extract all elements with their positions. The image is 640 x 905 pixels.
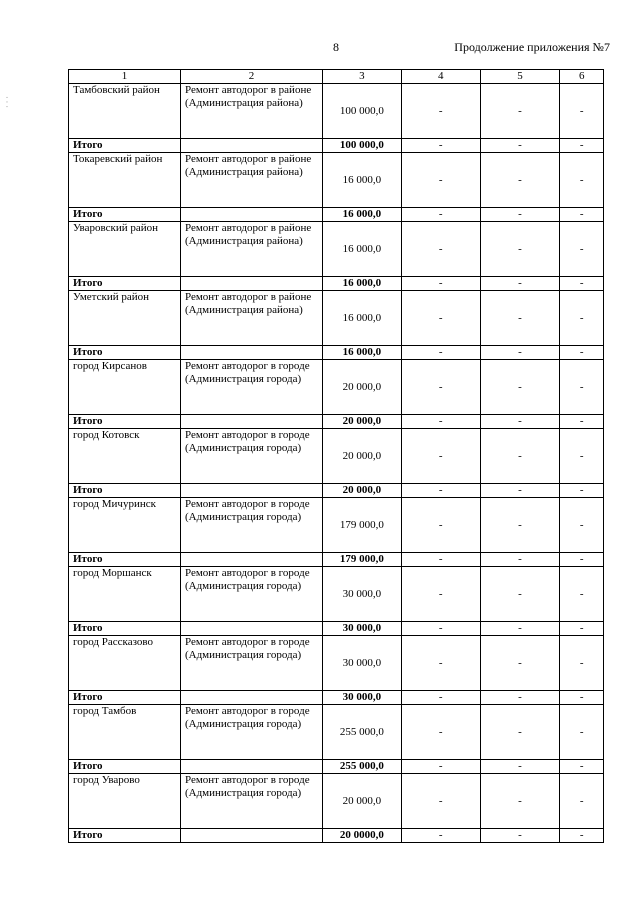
dash-cell: -	[401, 553, 480, 567]
dash-cell: -	[480, 498, 560, 553]
region-cell: Уваровский район	[69, 222, 181, 277]
dash-cell: -	[401, 567, 480, 622]
dash-cell: -	[401, 498, 480, 553]
dash-cell: -	[560, 636, 604, 691]
dash-cell: -	[560, 498, 604, 553]
dash-cell: -	[560, 153, 604, 208]
dash-cell: -	[480, 153, 560, 208]
dash-cell: -	[401, 622, 480, 636]
purpose-cell: Ремонт автодорог в городе (Администрация города)	[180, 705, 322, 760]
empty-cell	[180, 760, 322, 774]
total-row	[69, 622, 604, 636]
dash-cell: -	[401, 415, 480, 429]
dash-cell: -	[401, 277, 480, 291]
dash-cell: -	[480, 691, 560, 705]
dash-cell: -	[401, 774, 480, 829]
dash-cell: -	[401, 84, 480, 139]
dash-cell: -	[480, 139, 560, 153]
total-label: Итого	[69, 139, 181, 153]
column-number: 3	[323, 70, 402, 84]
total-row	[69, 346, 604, 360]
column-number: 2	[180, 70, 322, 84]
dash-cell: -	[401, 139, 480, 153]
table-row	[69, 774, 604, 829]
amount-cell: 100 000,0	[323, 84, 402, 139]
dash-cell: -	[480, 291, 560, 346]
total-label: Итого	[69, 415, 181, 429]
amount-cell: 30 000,0	[323, 636, 402, 691]
purpose-cell: Ремонт автодорог в районе (Администрация района)	[180, 84, 322, 139]
purpose-cell: Ремонт автодорог в городе (Администрация города)	[180, 429, 322, 484]
total-amount: 16 000,0	[323, 346, 402, 360]
total-row	[69, 484, 604, 498]
region-cell: город Тамбов	[69, 705, 181, 760]
region-cell: Токаревский район	[69, 153, 181, 208]
total-row	[69, 553, 604, 567]
amount-cell: 179 000,0	[323, 498, 402, 553]
dash-cell: -	[401, 153, 480, 208]
dash-cell: -	[401, 208, 480, 222]
dash-cell: -	[560, 222, 604, 277]
total-label: Итого	[69, 622, 181, 636]
amount-cell: 16 000,0	[323, 222, 402, 277]
dash-cell: -	[480, 84, 560, 139]
dash-cell: -	[560, 277, 604, 291]
total-amount: 100 000,0	[323, 139, 402, 153]
table-row	[69, 153, 604, 208]
total-label: Итого	[69, 277, 181, 291]
dash-cell: -	[560, 567, 604, 622]
table-row	[69, 498, 604, 553]
dash-cell: -	[560, 291, 604, 346]
dash-cell: -	[480, 222, 560, 277]
dash-cell: -	[401, 829, 480, 843]
dash-cell: -	[480, 567, 560, 622]
dash-cell: -	[560, 705, 604, 760]
empty-cell	[180, 346, 322, 360]
dash-cell: -	[560, 691, 604, 705]
dash-cell: -	[560, 774, 604, 829]
purpose-cell: Ремонт автодорог в городе (Администрация города)	[180, 360, 322, 415]
dash-cell: -	[401, 429, 480, 484]
dash-cell: -	[480, 774, 560, 829]
region-cell: город Мичуринск	[69, 498, 181, 553]
dash-cell: -	[560, 139, 604, 153]
region-cell: город Моршанск	[69, 567, 181, 622]
page-number: 8	[333, 40, 339, 54]
dash-cell: -	[401, 291, 480, 346]
region-cell: Тамбовский район	[69, 84, 181, 139]
purpose-cell: Ремонт автодорог в городе (Администрация города)	[180, 567, 322, 622]
column-number: 6	[560, 70, 604, 84]
dash-cell: -	[480, 415, 560, 429]
dash-cell: -	[480, 484, 560, 498]
region-cell: город Рассказово	[69, 636, 181, 691]
amount-cell: 20 000,0	[323, 774, 402, 829]
dash-cell: -	[480, 346, 560, 360]
table-row	[69, 84, 604, 139]
empty-cell	[180, 208, 322, 222]
amount-cell: 20 000,0	[323, 429, 402, 484]
purpose-cell: Ремонт автодорог в районе (Администрация района)	[180, 291, 322, 346]
dash-cell: -	[560, 360, 604, 415]
total-label: Итого	[69, 760, 181, 774]
dash-cell: -	[480, 360, 560, 415]
table-row	[69, 291, 604, 346]
dash-cell: -	[401, 360, 480, 415]
table-body	[69, 70, 604, 843]
purpose-cell: Ремонт автодорог в городе (Администрация города)	[180, 774, 322, 829]
dash-cell: -	[401, 222, 480, 277]
empty-cell	[180, 691, 322, 705]
empty-cell	[180, 829, 322, 843]
empty-cell	[180, 277, 322, 291]
column-number: 1	[69, 70, 181, 84]
purpose-cell: Ремонт автодорог в районе (Администрация района)	[180, 153, 322, 208]
dash-cell: -	[401, 636, 480, 691]
dash-cell: -	[560, 760, 604, 774]
dash-cell: -	[560, 429, 604, 484]
amount-cell: 16 000,0	[323, 153, 402, 208]
amount-cell: 255 000,0	[323, 705, 402, 760]
total-row	[69, 139, 604, 153]
dash-cell: -	[480, 429, 560, 484]
region-cell: город Уварово	[69, 774, 181, 829]
total-amount: 30 000,0	[323, 622, 402, 636]
dash-cell: -	[480, 622, 560, 636]
total-amount: 16 000,0	[323, 277, 402, 291]
dash-cell: -	[401, 484, 480, 498]
dash-cell: -	[401, 760, 480, 774]
dash-cell: -	[480, 829, 560, 843]
dash-cell: -	[560, 208, 604, 222]
table-row	[69, 222, 604, 277]
total-row	[69, 760, 604, 774]
table-row	[69, 429, 604, 484]
empty-cell	[180, 553, 322, 567]
dash-cell: -	[560, 415, 604, 429]
total-label: Итого	[69, 208, 181, 222]
table-row	[69, 360, 604, 415]
total-row	[69, 415, 604, 429]
dash-cell: -	[560, 622, 604, 636]
total-amount: 30 000,0	[323, 691, 402, 705]
purpose-cell: Ремонт автодорог в городе (Администрация города)	[180, 636, 322, 691]
total-label: Итого	[69, 484, 181, 498]
purpose-cell: Ремонт автодорог в городе (Администрация города)	[180, 498, 322, 553]
dash-cell: -	[401, 346, 480, 360]
total-label: Итого	[69, 553, 181, 567]
total-row	[69, 208, 604, 222]
column-number: 4	[401, 70, 480, 84]
total-label: Итого	[69, 829, 181, 843]
total-amount: 20 0000,0	[323, 829, 402, 843]
dash-cell: -	[401, 691, 480, 705]
dash-cell: -	[480, 705, 560, 760]
total-row	[69, 829, 604, 843]
total-amount: 20 000,0	[323, 484, 402, 498]
total-amount: 20 000,0	[323, 415, 402, 429]
margin-mark: · · ·	[2, 96, 11, 108]
region-cell: город Кирсанов	[69, 360, 181, 415]
table-row	[69, 705, 604, 760]
allocation-table	[68, 69, 604, 843]
dash-cell: -	[480, 760, 560, 774]
total-row	[69, 691, 604, 705]
column-number-row	[69, 70, 604, 84]
table-row	[69, 567, 604, 622]
empty-cell	[180, 484, 322, 498]
dash-cell: -	[480, 553, 560, 567]
table-row	[69, 636, 604, 691]
amount-cell: 16 000,0	[323, 291, 402, 346]
dash-cell: -	[480, 208, 560, 222]
purpose-cell: Ремонт автодорог в районе (Администрация района)	[180, 222, 322, 277]
region-cell: Уметский район	[69, 291, 181, 346]
empty-cell	[180, 139, 322, 153]
dash-cell: -	[560, 346, 604, 360]
total-row	[69, 277, 604, 291]
amount-cell: 20 000,0	[323, 360, 402, 415]
dash-cell: -	[560, 553, 604, 567]
appendix-label: Продолжение приложения №7	[454, 40, 610, 54]
dash-cell: -	[560, 484, 604, 498]
dash-cell: -	[401, 705, 480, 760]
total-amount: 179 000,0	[323, 553, 402, 567]
dash-cell: -	[480, 277, 560, 291]
total-amount: 16 000,0	[323, 208, 402, 222]
dash-cell: -	[560, 829, 604, 843]
dash-cell: -	[560, 84, 604, 139]
empty-cell	[180, 415, 322, 429]
region-cell: город Котовск	[69, 429, 181, 484]
total-amount: 255 000,0	[323, 760, 402, 774]
total-label: Итого	[69, 346, 181, 360]
amount-cell: 30 000,0	[323, 567, 402, 622]
total-label: Итого	[69, 691, 181, 705]
dash-cell: -	[480, 636, 560, 691]
column-number: 5	[480, 70, 560, 84]
empty-cell	[180, 622, 322, 636]
